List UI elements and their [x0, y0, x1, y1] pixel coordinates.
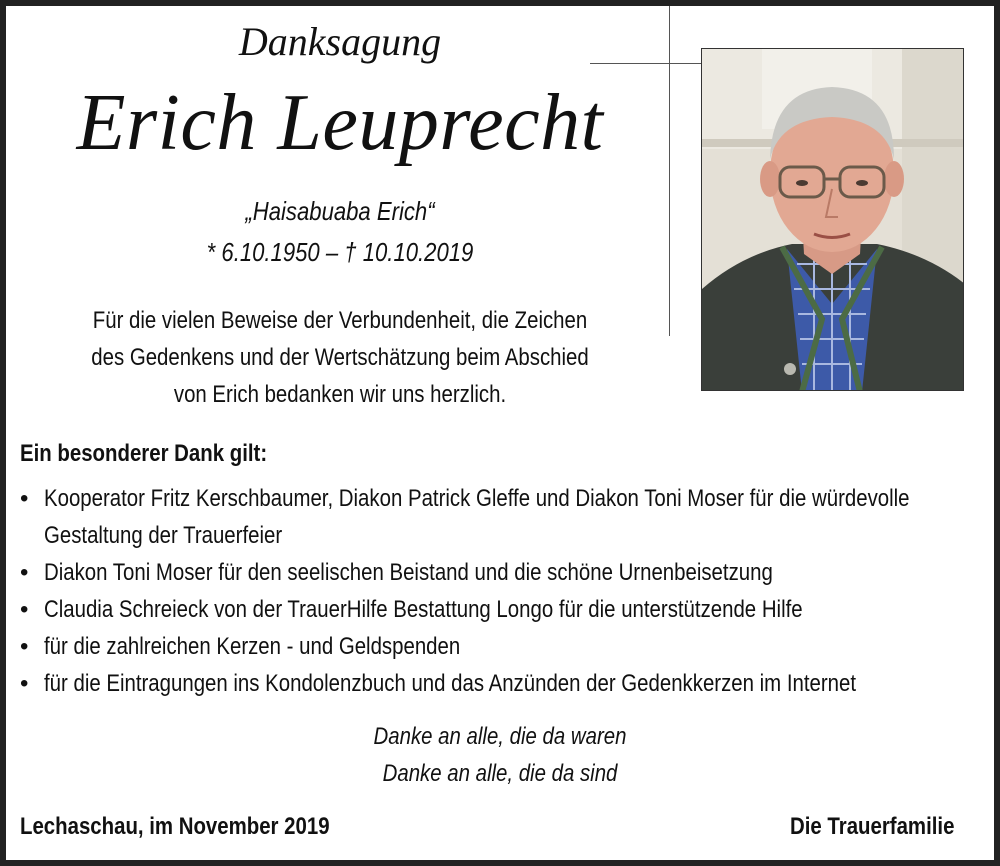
bullet: • — [20, 596, 29, 623]
thanks-line: von Erich bedanken wir uns herzlich. — [173, 381, 507, 408]
portrait-photo — [701, 48, 964, 391]
list-item-text: Diakon Toni Moser für den seelischen Beistand und die schöne Urnenbeisetzung — [44, 559, 773, 586]
list-item — [20, 480, 980, 517]
closing-line: Danke an alle, die da waren — [373, 723, 627, 750]
thanks-paragraph — [30, 302, 650, 413]
list-item — [20, 628, 980, 665]
deceased-name: Erich Leuprecht — [76, 79, 604, 167]
list-item — [20, 665, 980, 702]
life-dates: * 6.10.1950 – † 10.10.2019 — [206, 237, 474, 267]
thanks-line: des Gedenkens und der Wertschätzung beim Abschied — [91, 344, 589, 371]
cross-vertical-line — [669, 6, 670, 336]
closing-line: Danke an alle, die da sind — [382, 760, 618, 787]
nickname: „Haisabuaba Erich“ — [245, 196, 435, 226]
place-date: Lechaschau, im November 2019 — [20, 813, 330, 840]
list-item-text: für die Eintragungen ins Kondolenzbuch und das Anzünden der Gedenkkerzen im Internet — [44, 670, 857, 697]
list-item — [20, 591, 980, 628]
closing-verse — [180, 718, 820, 792]
signature: Die Trauerfamilie — [789, 813, 954, 840]
bullet: • — [20, 670, 29, 697]
bullet: • — [20, 485, 29, 512]
special-thanks-list — [20, 480, 980, 702]
thanks-line: Für die vielen Beweise der Verbundenheit, die Zeichen — [92, 307, 588, 334]
portrait-illustration — [702, 49, 964, 391]
list-item-text: Claudia Schreieck von der TrauerHilfe Bestattung Longo für die unterstützende Hilfe — [44, 596, 803, 623]
card-heading: Danksagung — [238, 19, 442, 64]
list-item-text: für die zahlreichen Kerzen - und Geldspenden — [44, 633, 461, 660]
list-item-text: Gestaltung der Trauerfeier — [44, 522, 283, 549]
list-item-continuation — [20, 517, 980, 554]
special-thanks-title: Ein besonderer Dank gilt: — [20, 440, 268, 467]
bullet: • — [20, 559, 29, 586]
list-item — [20, 554, 980, 591]
bullet: • — [20, 633, 29, 660]
list-item-text: Kooperator Fritz Kerschbaumer, Diakon Patrick Gleffe und Diakon Toni Moser für die würdevolle — [44, 485, 910, 512]
